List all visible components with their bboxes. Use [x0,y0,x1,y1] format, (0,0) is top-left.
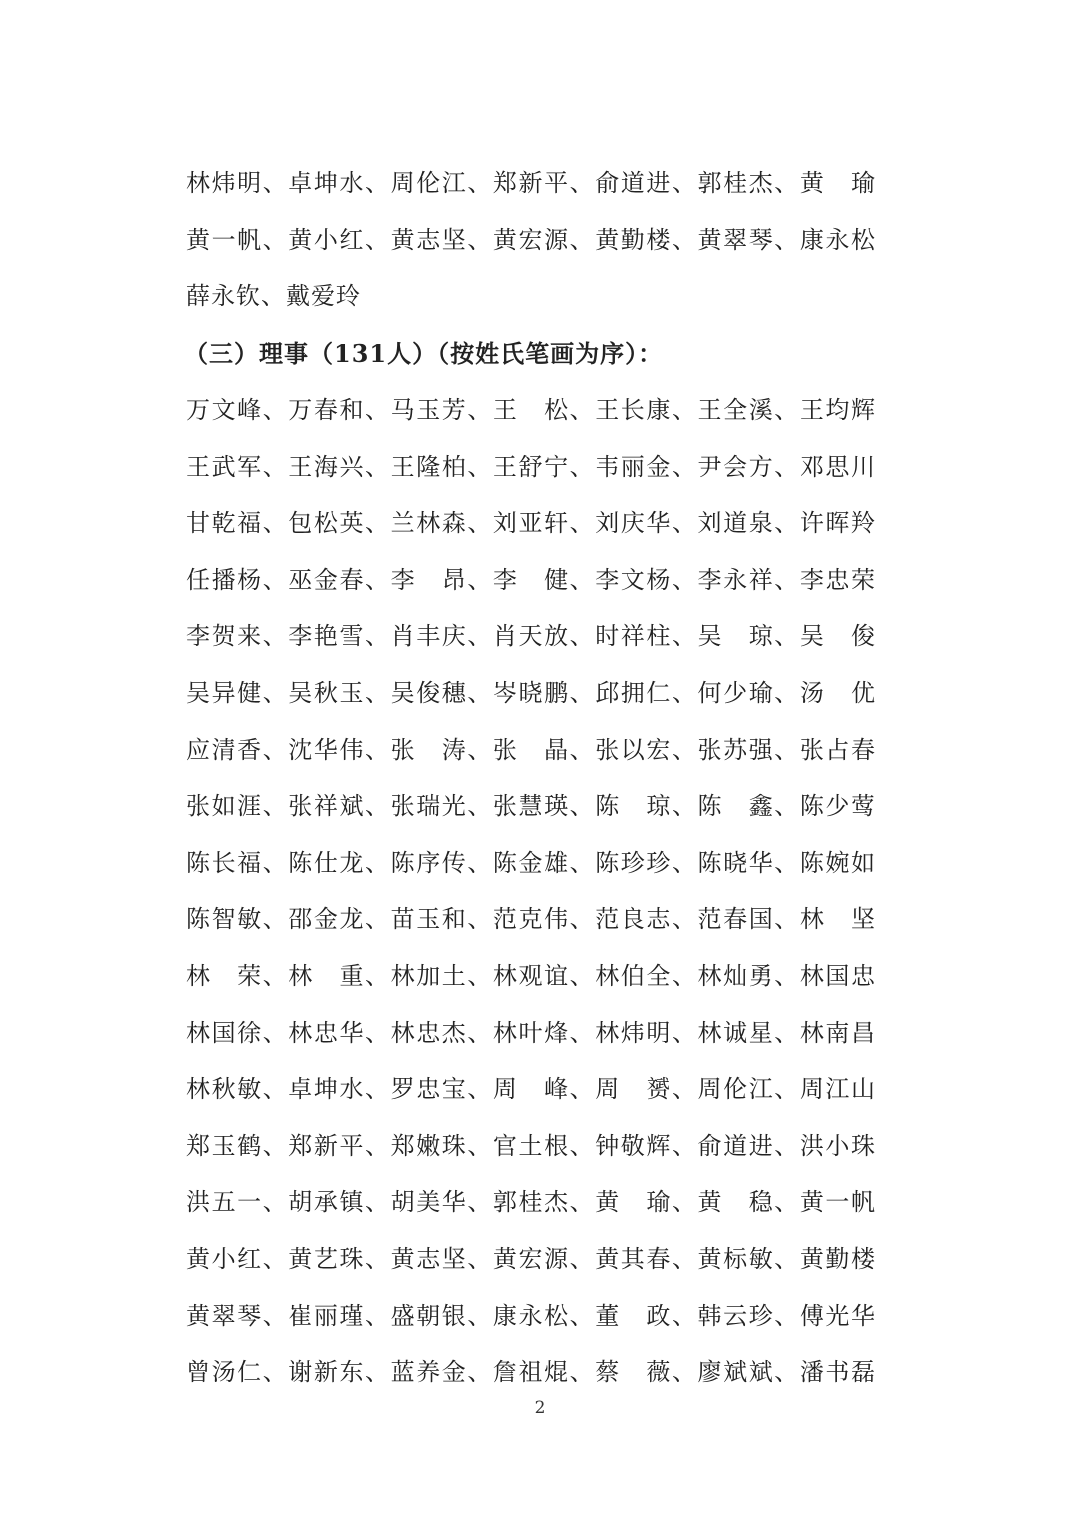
continuation-name-list [186,155,876,325]
name-line: 吴异健、吴秋玉、吴俊穗、岑晓鹏、邱拥仁、何少瑜、汤 优 [186,678,876,707]
name-line: 黄翠琴、崔丽瑾、盛朝银、康永松、董 政、韩云珍、傅光华 [186,1301,876,1330]
name-line: 陈智敏、邵金龙、苗玉和、范克伟、范良志、范春国、林 坚 [186,905,876,934]
name-line: 林秋敏、卓坤水、罗忠宝、周 峰、周 赟、周伦江、周江山 [186,1075,876,1104]
name-line: 薛永钦、戴爱玲 [186,282,361,311]
name-line: 万文峰、万春和、马玉芳、王 松、王长康、王全溪、王均辉 [186,396,876,424]
name-line: 林炜明、卓坤水、周伦江、郑新平、俞道进、郭桂杰、黄 瑜 [186,169,876,197]
page-number: 2 [534,1398,546,1418]
name-line: 黄小红、黄艺珠、黄志坚、黄宏源、黄其春、黄标敏、黄勤楼 [186,1244,876,1273]
name-line: 黄一帆、黄小红、黄志坚、黄宏源、黄勤楼、黄翠琴、康永松 [186,225,876,254]
section-heading: （三）理事（131人）（按姓氏笔画为序）： [184,339,664,368]
director-name-list [186,382,876,1401]
name-line: 甘乾福、包松英、兰林森、刘亚轩、刘庆华、刘道泉、许晖羚 [186,509,876,538]
name-line: 郑玉鹤、郑新平、郑嫩珠、官土根、钟敬辉、俞道进、洪小珠 [186,1131,876,1160]
name-line: 任播杨、巫金春、李 昂、李 健、李文杨、李永祥、李忠荣 [186,565,876,594]
name-line: 王武军、王海兴、王隆柏、王舒宁、韦丽金、尹会方、邓思川 [186,452,876,481]
name-line: 陈长福、陈仕龙、陈序传、陈金雄、陈珍珍、陈晓华、陈婉如 [186,848,876,877]
name-line: 张如涯、张祥斌、张瑞光、张慧瑛、陈 琼、陈 鑫、陈少莺 [186,792,876,821]
name-line: 应清香、沈华伟、张 涛、张 晶、张以宏、张苏强、张占春 [186,735,876,764]
name-line: 洪五一、胡承镇、胡美华、郭桂杰、黄 瑜、黄 稳、黄一帆 [186,1188,876,1217]
name-line: 林 荣、林 重、林加土、林观谊、林伯全、林灿勇、林国忠 [186,961,876,990]
name-line: 林国徐、林忠华、林忠杰、林叶烽、林炜明、林诚星、林南昌 [186,1018,876,1047]
name-line: 曾汤仁、谢新东、蓝养金、詹祖焜、蔡 薇、廖斌斌、潘书磊 [186,1358,876,1387]
name-line: 李贺来、李艳雪、肖丰庆、肖天放、时祥柱、吴 琼、吴 俊 [186,622,876,651]
